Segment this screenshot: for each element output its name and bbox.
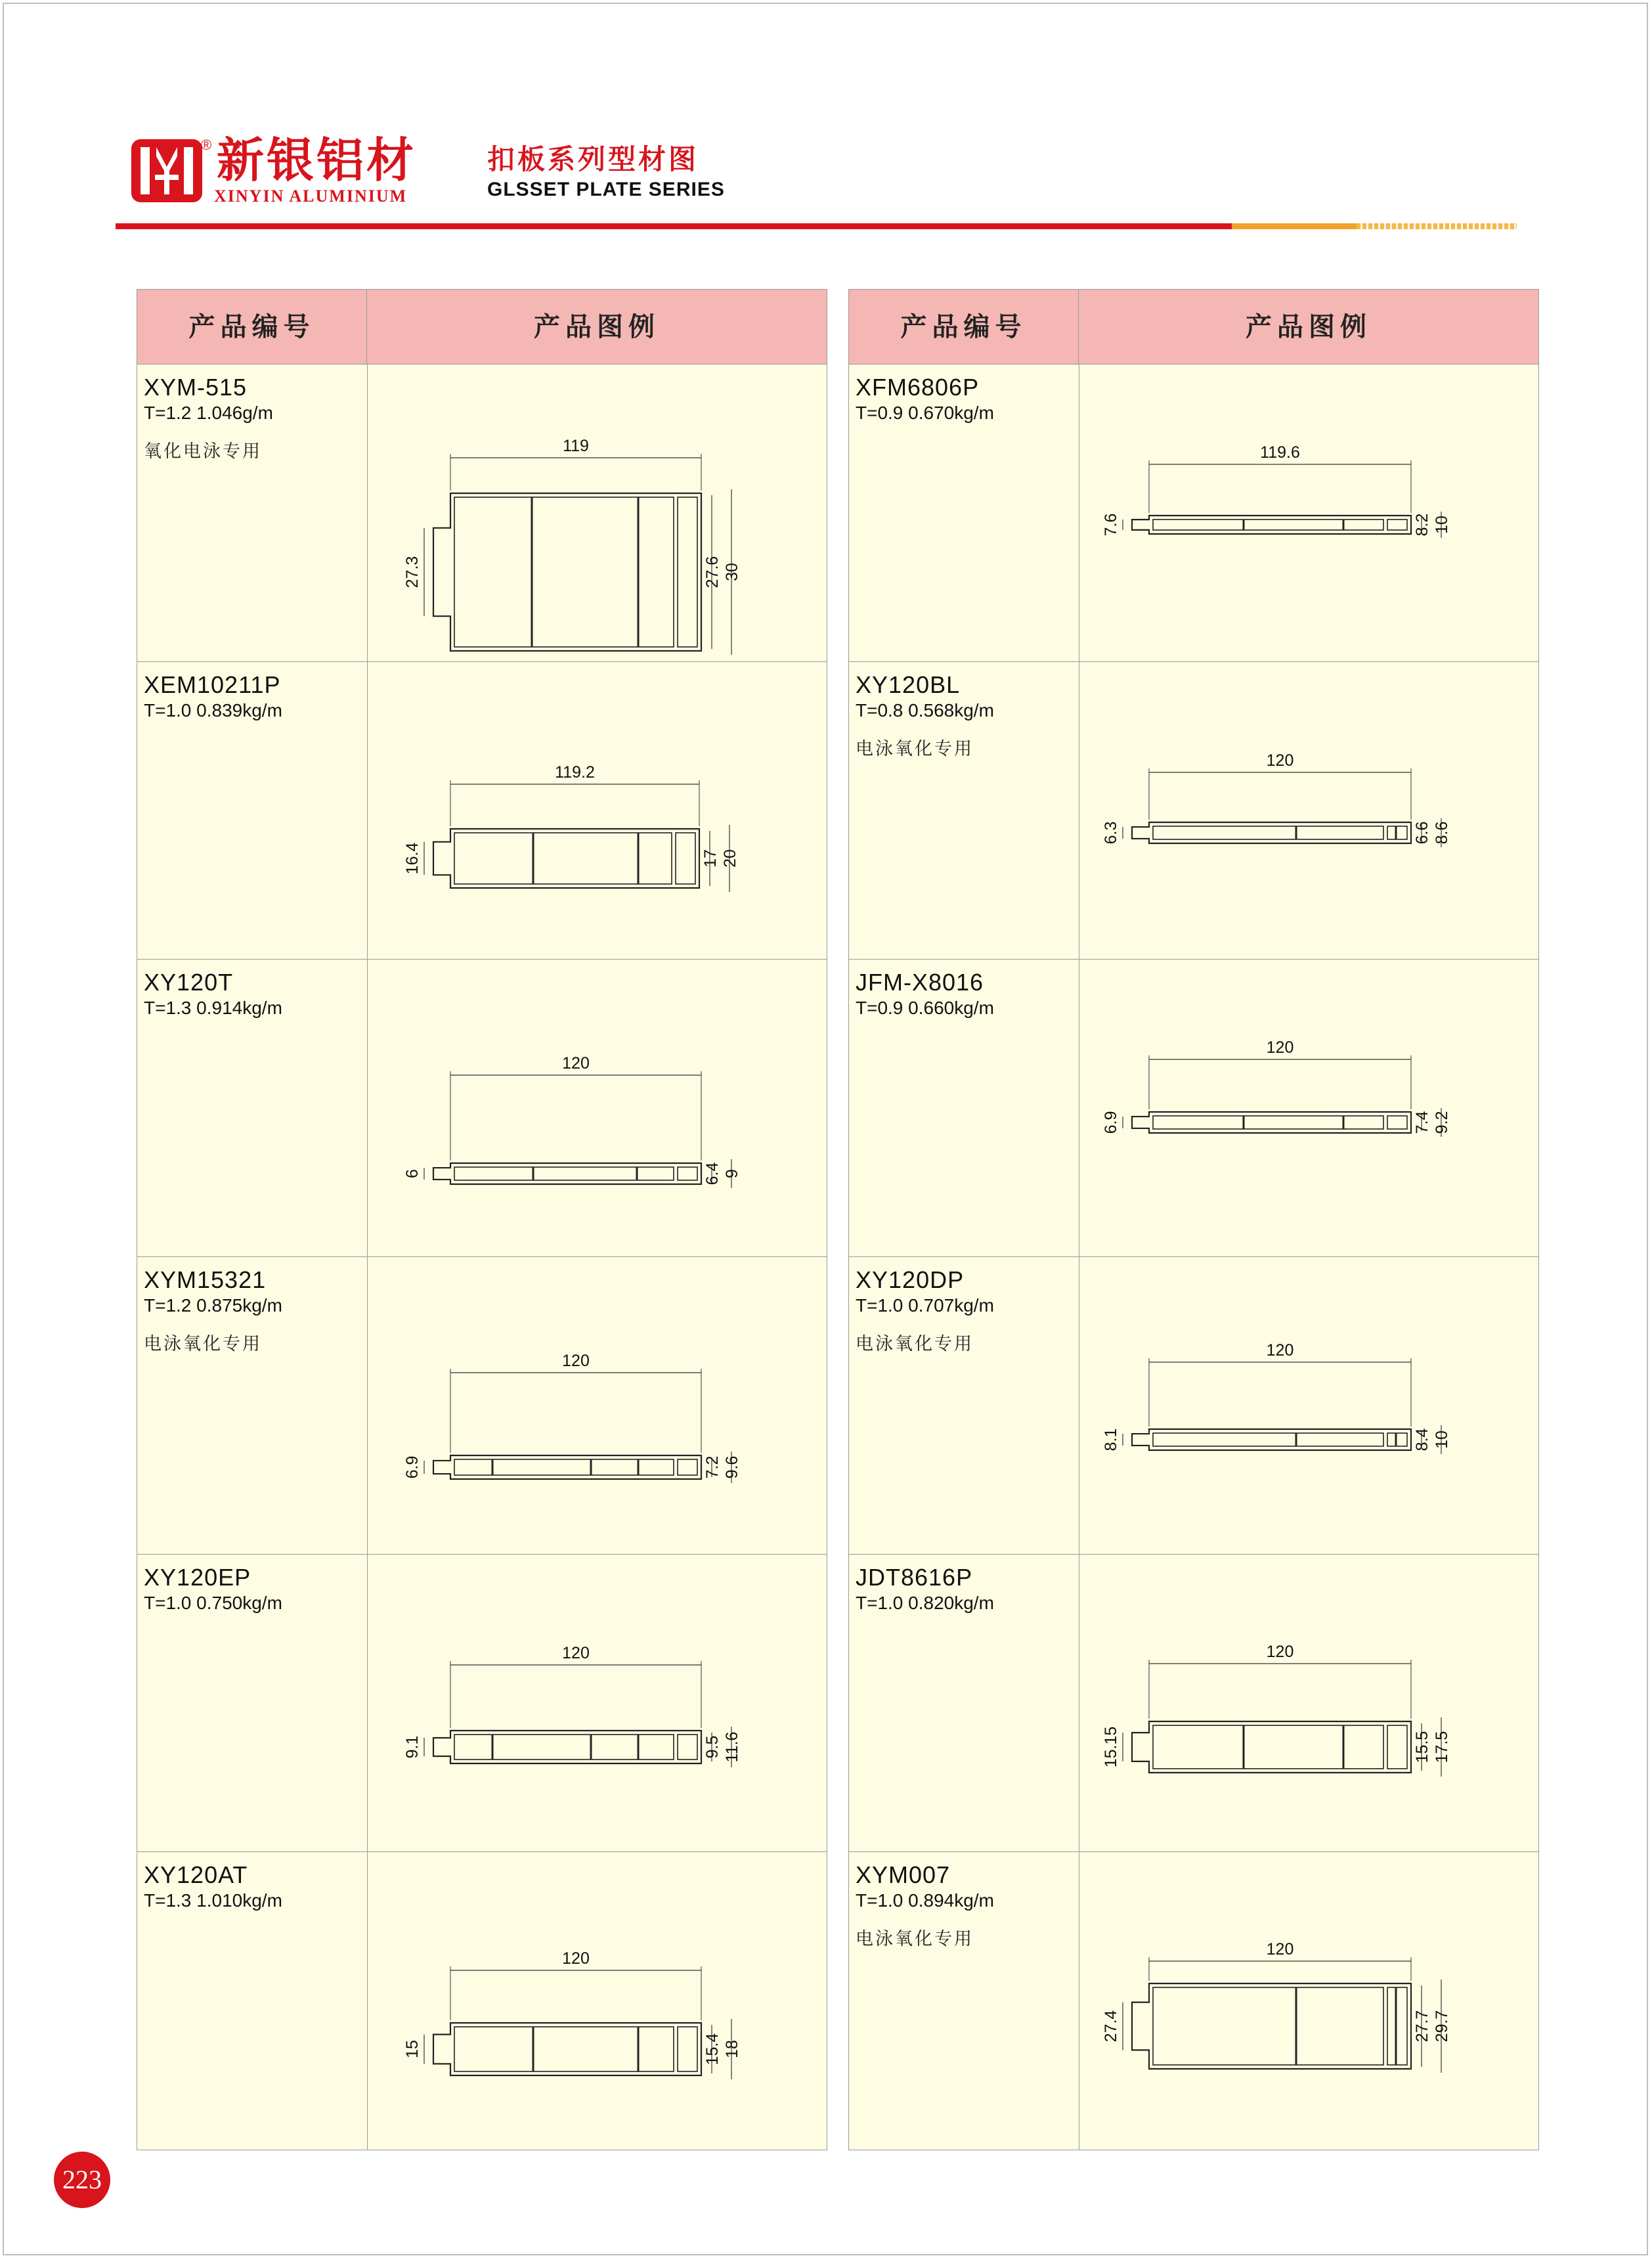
right-outer-label: 17.5 <box>1433 1731 1451 1763</box>
profile-drawing <box>1079 365 1539 661</box>
width-dimension-label: 119.6 <box>1260 443 1300 462</box>
table-row <box>849 1555 1538 1852</box>
profile-drawing <box>368 960 827 1256</box>
right-inner-label: 8.4 <box>1413 1428 1431 1451</box>
right-outer-label: 30 <box>723 563 741 581</box>
product-spec: T=0.9 0.670kg/m <box>856 403 994 423</box>
left-height-label: 9.1 <box>403 1735 422 1759</box>
profile-inner-wall <box>1153 826 1383 839</box>
left-height-label: 6 <box>403 1169 422 1178</box>
profile-outline <box>1132 1429 1411 1450</box>
table-header <box>137 290 827 365</box>
table-row <box>849 960 1538 1257</box>
left-height-label: 6.9 <box>403 1455 422 1479</box>
profile-end-chamber <box>1387 1433 1407 1446</box>
product-spec: T=0.9 0.660kg/m <box>856 998 994 1018</box>
right-inner-label: 27.7 <box>1413 2010 1431 2043</box>
width-dimension-label: 120 <box>1266 1341 1294 1360</box>
profile-end-chamber <box>1387 1725 1407 1769</box>
header-rule-orange <box>1232 223 1357 229</box>
profile-end-chamber <box>1387 826 1407 839</box>
profile-outline <box>433 1163 701 1184</box>
right-outer-label: 9 <box>723 1169 741 1178</box>
profile-inner-wall <box>1153 1987 1383 2065</box>
table-row <box>137 960 827 1257</box>
profile-drawing <box>368 1555 827 1851</box>
right-outer-label: 20 <box>721 849 739 868</box>
product-spec: T=1.0 0.820kg/m <box>856 1593 994 1613</box>
right-inner-label: 6.4 <box>703 1162 722 1185</box>
profile-outline <box>433 493 701 651</box>
product-note: 电泳氧化专用 <box>856 1334 974 1354</box>
table-row <box>137 1852 827 2150</box>
table-row <box>137 1257 827 1555</box>
registered-mark: ® <box>201 137 212 153</box>
profile-inner-wall <box>454 1459 674 1475</box>
width-dimension-label: 120 <box>1266 1038 1294 1057</box>
profile-end-chamber <box>1387 520 1407 530</box>
right-inner-label: 7.4 <box>1413 1111 1431 1134</box>
product-note: 电泳氧化专用 <box>856 739 974 759</box>
product-spec: T=0.8 0.568kg/m <box>856 700 994 720</box>
column-header-code: 产品编号 <box>137 290 367 365</box>
profile-outline <box>433 829 699 888</box>
product-code: XY120AT <box>144 1861 248 1888</box>
table-row <box>137 1555 827 1852</box>
profile-end-chamber <box>1387 1987 1407 2065</box>
profile-outline <box>433 2023 701 2075</box>
column-header-code: 产品编号 <box>849 290 1079 365</box>
brand-name-en: XINYIN ALUMINIUM <box>214 187 408 206</box>
profile-end-chamber <box>1387 1116 1407 1129</box>
profile-outline <box>1132 1112 1411 1133</box>
profile-outline <box>1132 1721 1411 1773</box>
page-number: 223 <box>54 2152 110 2208</box>
product-spec: T=1.0 0.707kg/m <box>856 1295 994 1316</box>
product-spec: T=1.2 1.046g/m <box>144 403 273 423</box>
width-dimension-label: 119.2 <box>555 763 595 782</box>
profile-drawing <box>1079 960 1539 1256</box>
table-row <box>849 1257 1538 1555</box>
product-code: XY120T <box>144 969 234 996</box>
right-outer-label: 8.6 <box>1433 821 1451 845</box>
right-inner-label: 6.6 <box>1413 821 1431 845</box>
right-outer-label: 18 <box>723 2040 741 2058</box>
left-height-label: 6.3 <box>1102 821 1120 845</box>
profile-outline <box>1132 1983 1411 2069</box>
profile-end-chamber <box>678 2027 697 2071</box>
right-inner-label: 15.5 <box>1413 1731 1431 1763</box>
product-spec: T=1.0 0.750kg/m <box>144 1593 282 1613</box>
width-dimension-label: 120 <box>1266 751 1294 770</box>
right-outer-label: 11.6 <box>723 1731 741 1763</box>
xinyin-logo-icon <box>130 138 204 204</box>
profile-end-chamber <box>676 833 695 884</box>
profile-drawing <box>368 365 827 661</box>
right-inner-label: 9.5 <box>703 1735 722 1759</box>
product-code: XY120EP <box>144 1564 251 1591</box>
right-outer-label: 9.2 <box>1433 1111 1451 1134</box>
profile-drawing <box>1079 662 1539 959</box>
right-inner-label: 7.2 <box>703 1455 722 1479</box>
product-code: XY120DP <box>856 1266 965 1293</box>
table-header <box>849 290 1538 365</box>
profile-outline <box>1132 822 1411 843</box>
profile-drawing <box>368 1852 827 2149</box>
width-dimension-label: 119 <box>563 437 589 455</box>
profile-inner-wall <box>454 1735 674 1760</box>
left-height-label: 15.15 <box>1102 1726 1120 1768</box>
product-spec: T=1.2 0.875kg/m <box>144 1295 282 1316</box>
table-row <box>849 662 1538 960</box>
width-dimension-label: 120 <box>1266 1940 1294 1959</box>
table-row <box>849 365 1538 662</box>
product-table-right <box>848 289 1539 2150</box>
series-title-en: GLSSET PLATE SERIES <box>487 179 725 200</box>
header-rule-red <box>116 223 1232 229</box>
product-code: XYM15321 <box>144 1266 267 1293</box>
product-table-left <box>137 289 827 2150</box>
product-note: 电泳氧化专用 <box>144 1334 262 1354</box>
product-spec: T=1.0 0.894kg/m <box>856 1890 994 1911</box>
left-height-label: 7.6 <box>1102 513 1120 537</box>
profile-end-chamber <box>678 1735 697 1760</box>
header-rule-dashed <box>1357 223 1517 229</box>
profile-inner-wall <box>1153 1116 1383 1129</box>
profile-inner-wall <box>454 2027 674 2071</box>
width-dimension-label: 120 <box>562 1352 590 1370</box>
profile-drawing <box>368 662 827 959</box>
product-spec: T=1.3 0.914kg/m <box>144 998 282 1018</box>
profile-drawing <box>1079 1257 1539 1554</box>
width-dimension-label: 120 <box>562 1644 590 1662</box>
table-row <box>849 1852 1538 2150</box>
product-code: XYM007 <box>856 1861 951 1888</box>
right-outer-label: 10 <box>1433 516 1451 534</box>
right-inner-label: 17 <box>701 849 720 868</box>
left-height-label: 16.4 <box>403 842 422 875</box>
right-inner-label: 15.4 <box>703 2033 722 2066</box>
table-row <box>137 365 827 662</box>
product-spec: T=1.0 0.839kg/m <box>144 700 282 720</box>
right-outer-label: 10 <box>1433 1430 1451 1449</box>
product-code: XEM10211P <box>144 671 281 698</box>
column-header-image: 产品图例 <box>1246 312 1372 342</box>
left-height-label: 6.9 <box>1102 1111 1120 1134</box>
product-spec: T=1.3 1.010kg/m <box>144 1890 282 1911</box>
profile-drawing <box>368 1257 827 1554</box>
profile-drawing <box>1079 1852 1539 2149</box>
product-note: 氧化电泳专用 <box>144 441 262 462</box>
right-inner-label: 8.2 <box>1413 513 1431 537</box>
left-height-label: 15 <box>403 2040 422 2058</box>
product-code: XY120BL <box>856 671 961 698</box>
left-height-label: 27.4 <box>1102 2010 1120 2043</box>
profile-end-chamber <box>678 1167 697 1180</box>
profile-inner-wall <box>454 1167 674 1180</box>
profile-outline <box>433 1731 701 1763</box>
column-header-image: 产品图例 <box>534 312 660 342</box>
table-row <box>137 662 827 960</box>
product-note: 电泳氧化专用 <box>856 1929 974 1949</box>
left-height-label: 8.1 <box>1102 1428 1120 1451</box>
profile-inner-wall <box>1153 1433 1383 1446</box>
width-dimension-label: 120 <box>1266 1643 1294 1661</box>
series-title-cn: 扣板系列型材图 <box>487 143 699 175</box>
brand-name-cn: 新银铝材 <box>217 133 417 188</box>
profile-end-chamber <box>678 497 697 647</box>
profile-end-chamber <box>678 1459 697 1475</box>
width-dimension-label: 120 <box>562 1054 590 1073</box>
profile-drawing <box>1079 1555 1539 1851</box>
right-outer-label: 9.6 <box>723 1455 741 1479</box>
product-code: XFM6806P <box>856 374 980 401</box>
profile-inner-wall <box>1153 520 1383 530</box>
profile-outline <box>1132 516 1411 534</box>
product-code: JDT8616P <box>856 1564 973 1591</box>
product-code: JFM-X8016 <box>856 969 984 996</box>
profile-inner-wall <box>1153 1725 1383 1769</box>
right-outer-label: 29.7 <box>1433 2010 1451 2043</box>
profile-inner-wall <box>454 497 674 647</box>
width-dimension-label: 120 <box>562 1949 590 1968</box>
product-code: XYM-515 <box>144 374 248 401</box>
left-height-label: 27.3 <box>403 556 422 588</box>
right-inner-label: 27.6 <box>703 556 722 588</box>
